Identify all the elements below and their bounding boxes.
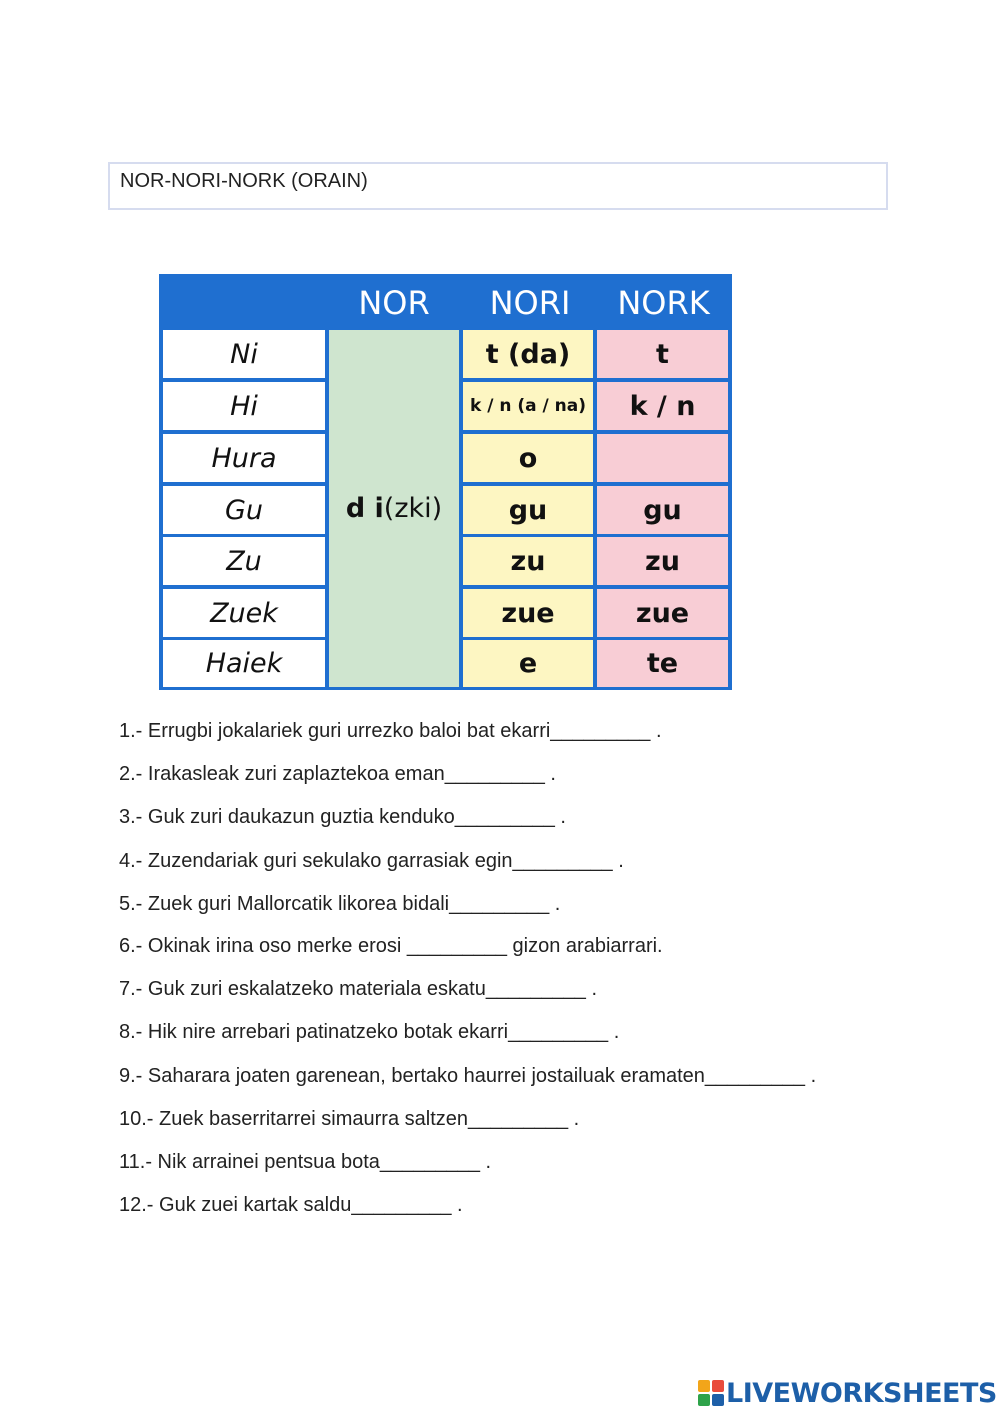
- exercise-sentence-7: 7.- Guk zuri eskalatzeko materiala eskatu_________ .: [119, 978, 598, 1000]
- nork-zuek: zue: [597, 589, 728, 637]
- nork-haiek: te: [597, 640, 728, 687]
- worksheet-title-box: [108, 162, 888, 210]
- liveworksheets-logo[interactable]: [698, 1378, 997, 1408]
- exercise-sentence-12: 12.- Guk zuei kartak saldu_________ .: [119, 1194, 463, 1216]
- logo-text: LIVEWORKSHEETS: [726, 1377, 997, 1409]
- exercise-sentence-3: 3.- Guk zuri daukazun guztia kenduko_________ .: [119, 806, 566, 828]
- exercise-sentence-9: 9.- Saharara joaten garenean, bertako haurrei jostailuak eramaten_________ .: [119, 1065, 817, 1087]
- nori-hi: k / n (a / na): [463, 382, 593, 430]
- exercise-sentence-6: 6.- Okinak irina oso merke erosi _________ gizon arabiarrari.: [119, 935, 663, 957]
- nor-prefix: d i: [345, 493, 384, 524]
- nork-gu: gu: [597, 486, 728, 534]
- worksheet-title: NOR-NORI-NORK (ORAIN): [120, 170, 368, 192]
- liveworksheets-logo-icon: [698, 1380, 724, 1406]
- nork-ni: t: [597, 330, 728, 378]
- pronoun-hi: Hi: [163, 382, 325, 430]
- exercise-sentence-5: 5.- Zuek guri Mallorcatik likorea bidali_________ .: [119, 893, 561, 915]
- pronoun-zuek: Zuek: [163, 589, 325, 637]
- nori-gu: gu: [463, 486, 593, 534]
- header-nor: NOR: [358, 284, 430, 322]
- conjugation-table: [159, 274, 732, 690]
- nori-haiek: e: [463, 640, 593, 687]
- pronoun-zu: Zu: [163, 537, 325, 585]
- header-nork: NORK: [617, 284, 710, 322]
- pronoun-haiek: Haiek: [163, 640, 325, 687]
- nork-zu: zu: [597, 537, 728, 585]
- pronoun-gu: Gu: [163, 486, 325, 534]
- exercise-sentence-1: 1.- Errugbi jokalariek guri urrezko baloi bat ekarri_________ .: [119, 720, 662, 742]
- exercise-sentence-8: 8.- Hik nire arrebari patinatzeko botak ekarri_________ .: [119, 1021, 620, 1043]
- nori-zuek: zue: [463, 589, 593, 637]
- exercise-sentence-4: 4.- Zuzendariak guri sekulako garrasiak egin_________ .: [119, 850, 624, 872]
- nori-ni: t (da): [463, 330, 593, 378]
- nork-hi: k / n: [597, 382, 728, 430]
- exercise-sentence-11: 11.- Nik arrainei pentsua bota_________ .: [119, 1151, 492, 1173]
- nor-suffix: (zki): [383, 493, 443, 524]
- pronoun-ni: Ni: [163, 330, 325, 378]
- nork-hura: [597, 434, 728, 482]
- pronoun-hura: Hura: [163, 434, 325, 482]
- nor-cell: [329, 330, 459, 687]
- nori-zu: zu: [463, 537, 593, 585]
- nori-hura: o: [463, 434, 593, 482]
- header-nori: NORI: [489, 284, 571, 322]
- exercise-sentence-10: 10.- Zuek baserritarrei simaurra saltzen_________ .: [119, 1108, 580, 1130]
- exercise-sentence-2: 2.- Irakasleak zuri zaplaztekoa eman_________ .: [119, 763, 556, 785]
